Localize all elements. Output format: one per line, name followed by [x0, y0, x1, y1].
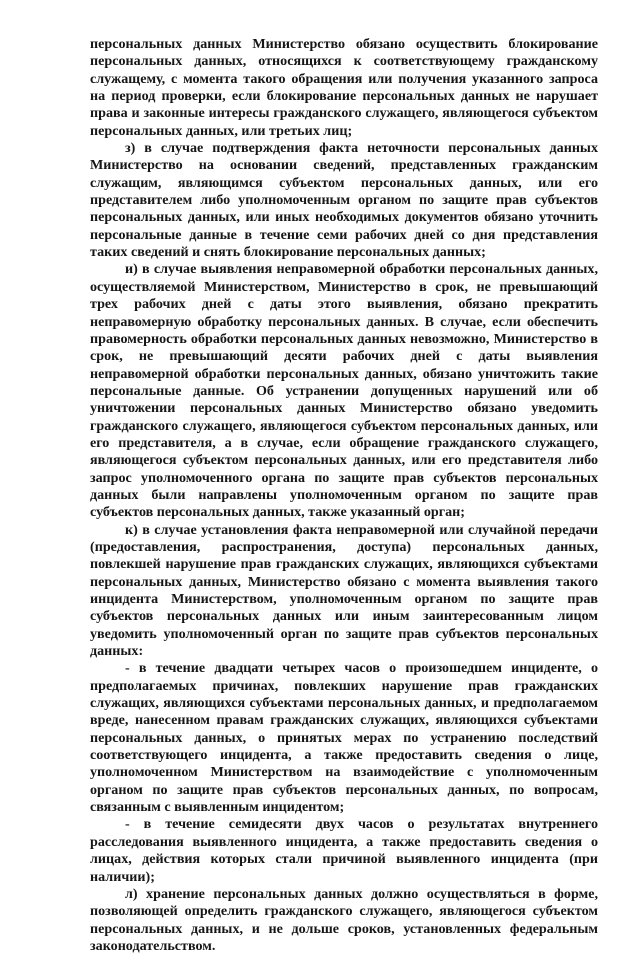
paragraph-k-item-2: - в течение семидесяти двух часов о результатах внутреннего расследования выявленного инцидента, а также предоставить сведения о лицах, действия которых стали причиной выявленного инцидента (при наличии);	[90, 816, 598, 885]
paragraph-k-item-1: - в течение двадцати четырех часов о произошедшем инциденте, о предполагаемых причинах, повлекших нарушение прав гражданских служащих, являющихся субъектами персональных данных, и предполагаемом вреде, нанесенном правам гражданских служащих, являющихся субъектами персональных данных, о принятых мерах по устранению последствий соответствующего инцидента, а также предоставить сведения о лице, уполномоченном Министерством на взаимодействие с уполномоченным органом по защите прав субъектов персональных данных, по вопросам, связанным с выявленным инцидентом;	[90, 660, 598, 816]
document-page	[90, 36, 598, 955]
paragraph-l: л) хранение персональных данных должно осуществляться в форме, позволяющей определить гражданского служащего, являющегося субъектом персональных данных, и не дольше сроков, установленных федеральным законодательством.	[90, 885, 598, 954]
paragraph-continuation: персональных данных Министерство обязано осуществить блокирование персональных данных, относящихся к соответствующему гражданскому служащему, с момента такого обращения или получения указанного запроса на период проверки, если блокирование персональных данных не нарушает права и законные интересы гражданского служащего, являющегося субъектом персональных данных, или третьих лиц;	[90, 36, 598, 139]
paragraph-k: к) в случае установления факта неправомерной или случайной передачи (предоставления, распространения, доступа) персональных данных, повлекшей нарушение прав гражданских служащих, являющихся субъектами персональных данных, Министерство обязано с момента выявления такого инцидента Министерством, уполномоченным органом по защите прав субъектов персональных данных или иным заинтересованным лицом уведомить уполномоченный орган по защите прав субъектов персональных данных:	[90, 521, 598, 660]
paragraph-z: з) в случае подтверждения факта неточности персональных данных Министерство на основании сведений, представленных гражданским служащим, являющимся субъектом персональных данных, или его представителем либо уполномоченным органом по защите прав субъектов персональных данных, или иных необходимых документов обязано уточнить персональные данные в течение семи рабочих дней со дня представления таких сведений и снять блокирование персональных данных;	[90, 140, 598, 261]
paragraph-i: и) в случае выявления неправомерной обработки персональных данных, осуществляемой Министерством, Министерство в срок, не превышающий трех рабочих дней с даты этого выявления, обязано прекратить неправомерную обработку персональных данных. В случае, если обеспечить правомерность обработки персональных данных невозможно, Министерство в срок, не превышающий десяти рабочих дней с даты выявления неправомерной обработки персональных данных, обязано уничтожить такие персональные данные. Об устранении допущенных нарушений или об уничтожении персональных данных Министерство обязано уведомить гражданского служащего, являющегося субъектом персональных данных, или его представителя, а в случае, если обращение гражданского служащего, являющегося субъектом персональных данных, или его представителя либо запрос уполномоченного органа по защите прав субъектов персональных данных были направлены уполномоченным органом по защите прав субъектов персональных данных, также указанный орган;	[90, 261, 598, 521]
